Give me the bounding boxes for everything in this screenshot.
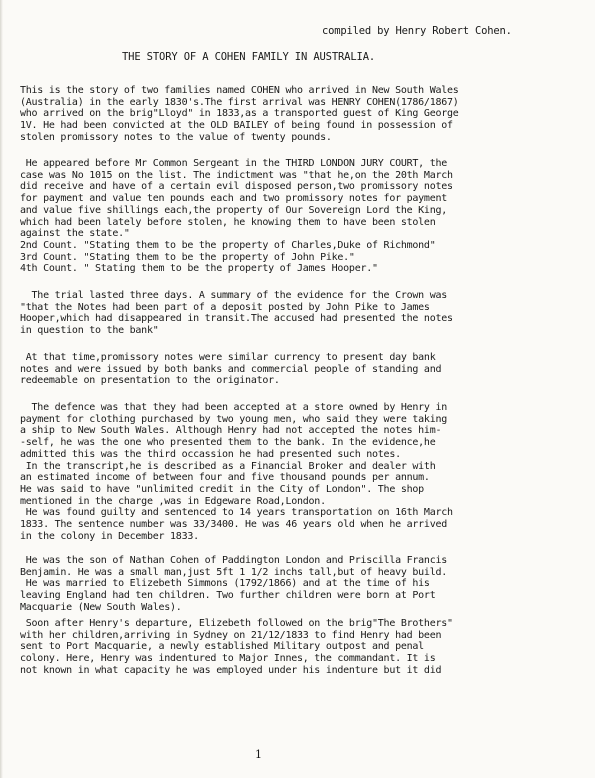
text-line: He was said to have "unlimited credit in the City of London". The shop [20,483,424,495]
text-line: which had been lately before stolen, he knowing them to have been stolen [20,216,436,228]
text-line: admitted this was the third occassion he had presented such notes. [20,448,401,460]
text-line: Benjamin. He was a small man,just 5ft 1 1/2 inchs tall,but of heavy build. [20,566,448,578]
paragraph-elizebeth-arrival [20,618,580,677]
text-line: redeemable on presentation to the originator. [20,375,280,387]
text-line: for payment and value ten pounds each and two promissory notes for payment [20,193,448,205]
paragraph-defence [20,402,580,542]
text-line: 1833. The sentence number was 33/3400. He was 46 years old when he arrived [20,519,448,531]
text-line: -self, he was the one who presented them to the bank. In the evidence,he [20,437,436,449]
text-line: He was found guilty and sentenced to 14 years transportation on 16th March [20,507,453,519]
text-line: Soon after Henry's departure, Elizebeth followed on the brig"The Brothers" [20,618,453,629]
text-line: case was No 1015 on the list. The indictment was "that he,on the 20th March [20,169,453,181]
text-line: and value five shillings each,the property of Our Sovereign Lord the King, [20,204,448,216]
text-line: in question to the bank" [20,325,159,337]
text-line: did receive and have of a certain evil disposed person,two promissory notes [20,181,453,193]
text-line: Macquarie (New South Wales). [20,601,182,613]
text-line: He was married to Elizebeth Simmons (1792/1866) and at the time of his [20,578,430,590]
page-number: 1 [255,748,262,761]
text-line: with her children,arriving in Sydney on 21/12/1833 to find Henry had been [20,629,442,641]
paragraph-trial-summary [20,290,580,337]
text-line: notes and were issued by both banks and commercial people of standing and [20,363,442,375]
text-line: 4th Count. " Stating them to be the property of James Hooper." [20,263,378,275]
paragraph-promissory-notes [20,352,580,387]
text-line: sent to Port Macquarie, a newly established Military outpost and penal [20,641,424,653]
text-line: leaving England had ten children. Two further children were born at Port [20,590,436,602]
text-line: not known in what capacity he was employed under his indenture but it did [20,664,442,676]
text-line: "that the Notes had been part of a deposit posted by John Pike to James [20,301,430,313]
text-line: against the state." [20,228,130,240]
scan-edge-shadow [0,0,3,778]
text-line: He was the son of Nathan Cohen of Paddington London and Priscilla Francis [20,555,448,566]
paragraph-introduction [20,85,580,144]
text-line: payment for clothing purchased by two young men, who said they were taking [20,413,448,425]
text-line: Hooper,which had disappeared in transit.The accused had presented the notes [20,313,453,325]
text-line: 2nd Count. "Stating them to be the property of Charles,Duke of Richmond" [20,239,436,251]
text-line: The trial lasted three days. A summary of the evidence for the Crown was [20,290,448,301]
text-line: He appeared before Mr Common Sergeant in the THIRD LONDON JURY COURT, the [20,158,448,169]
text-line: who arrived on the brig"Lloyd" in 1833,as a transported guest of King George [20,108,459,120]
text-line: stolen promissory notes to the value of twenty pounds. [20,131,332,143]
text-line: colony. Here, Henry was indentured to Major Innes, the commandant. It is [20,653,436,665]
text-line: 1V. He had been convicted at the OLD BAILEY of being found in possession of [20,120,453,132]
text-line: The defence was that they had been accepted at a store owned by Henry in [20,402,448,413]
compiled-by-line: compiled by Henry Robert Cohen. [322,25,512,37]
text-line: In the transcript,he is described as a Financial Broker and dealer with [20,460,436,472]
text-line: an estimated income of between four and five thousand pounds per annum. [20,472,430,484]
text-line: (Australia) in the early 1830's.The first arrival was HENRY COHEN(1786/1867) [20,96,459,108]
paragraph-family-background [20,555,580,614]
text-line: At that time,promissory notes were similar currency to present day bank [20,352,436,363]
document-title: THE STORY OF A COHEN FAMILY IN AUSTRALIA. [122,51,376,63]
text-line: This is the story of two families named COHEN who arrived in New South Wales [20,85,459,96]
text-line: mentioned in the charge ,was in Edgeware Road,London. [20,495,326,507]
text-line: 3rd Count. "Stating them to be the property of John Pike." [20,251,355,263]
text-line: a ship to New South Wales. Although Henry had not accepted the notes him- [20,425,442,437]
paragraph-court-indictment [20,158,580,275]
text-line: in the colony in December 1833. [20,530,199,542]
